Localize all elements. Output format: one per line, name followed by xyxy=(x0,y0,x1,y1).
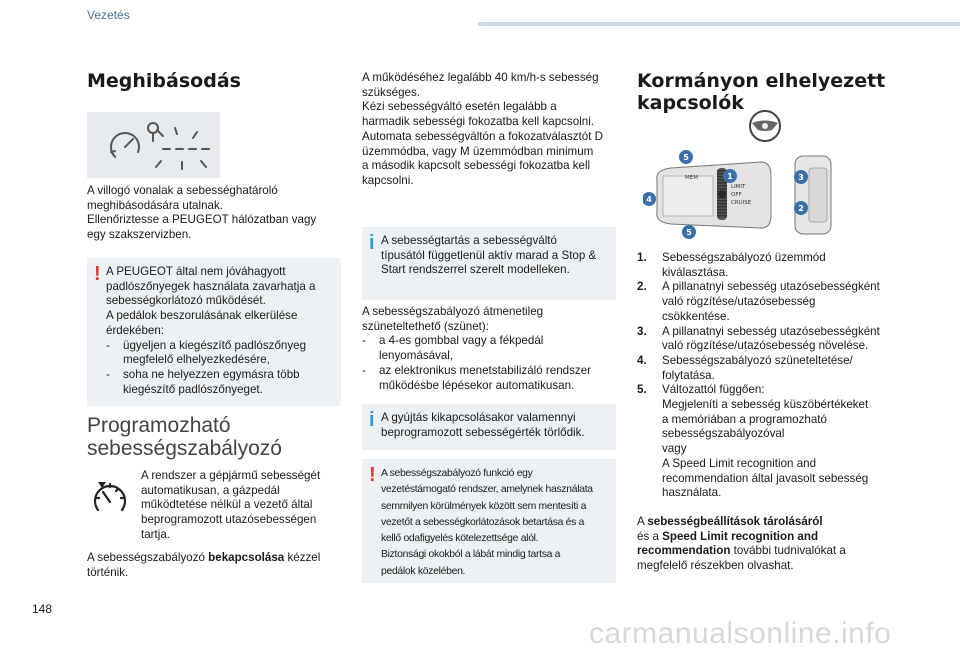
warning-icon: ! xyxy=(369,464,376,486)
speed-limiter-fault-icon xyxy=(87,112,220,178)
svg-text:1: 1 xyxy=(727,172,733,181)
fault-line: meghibásodására utalnak. xyxy=(87,198,223,212)
cruise-title xyxy=(87,414,341,460)
column-1 xyxy=(87,70,341,92)
fault-line: egy szakszervizben. xyxy=(87,228,192,242)
fault-line: A villogó vonalak a sebességhatároló xyxy=(87,184,278,197)
svg-text:CRUISE: CRUISE xyxy=(731,200,752,206)
list-item: 3. A pillanatnyi sebesség utazósebességként való rögzítése/utazósebesség növelése. xyxy=(637,324,880,353)
stalk-footer: A sebességbeállítások tárolásáról és a Speed Limit recognition and recommendation további tudnivalókat a megfelelő részekben olvashat. xyxy=(637,515,846,573)
svg-text:2: 2 xyxy=(798,204,804,213)
cruise-line: A rendszer a gépjármű sebességét xyxy=(141,469,321,482)
list-item: 2. A pillanatnyi sebesség utazósebességként való rögzítése/utazósebesség csökkentése. xyxy=(637,280,880,323)
svg-text:MEM: MEM xyxy=(685,175,698,181)
svg-text:5: 5 xyxy=(683,153,689,162)
list-item: 1. Sebességszabályozó üzemmód kiválasztása. xyxy=(637,251,826,279)
info-box-stop-start: i A sebességtartás a sebességváltó típusától függetlenül aktív marad a Stop & Start rendszerrel szerelt modelleken. xyxy=(362,227,616,300)
info-icon: i xyxy=(369,232,375,254)
watermark: carmanualsonline.info xyxy=(589,617,892,650)
header-bar xyxy=(478,22,960,26)
warning-box-mats xyxy=(87,258,341,406)
stalk-list xyxy=(637,251,891,501)
svg-text:OFF: OFF xyxy=(731,192,742,198)
warning-line: érdekében: xyxy=(106,323,165,337)
warning-line: A PEUGEOT által nem jóváhagyott xyxy=(106,265,286,278)
warning-box-driver: ! A sebességszabályozó funkció egy vezetéstámogató rendszer, amelynek használata semmilyen körülmények között sem mentesíti a vezetőt a sebességkorlátozások betartása és a kellő odafigyelés kötelezettsége alól. Biztonsági okokból a lábát mindig tartsa a pedálok közelében. xyxy=(362,459,616,583)
activation-text: A sebességszabályozó bekapcsolása kézzel történik. xyxy=(87,551,321,579)
fault-line: Ellenőriztesse a PEUGEOT hálózatban vagy xyxy=(87,213,317,227)
intro-text: A működéséhez legalább 40 km/h-s sebesség szükséges. Kézi sebességváltó esetén legalább a harmadik sebességi fokozatba kell kapcsolni. Automata sebességváltón a fokozatválasztót D üzemmódba, vagy M üzemmódban minimum a második kapcsolt sebességi fokozatba kell kapcsolni. xyxy=(362,71,604,187)
svg-text:LIMIT: LIMIT xyxy=(731,184,746,190)
cruise-title-line2: sebességszabályozó xyxy=(87,437,282,460)
list-item: 5. Változattól függően: Megjeleníti a sebesség küszöbértékeket a memóriában a programozható sebességszabályozóval vagy A Speed Limit recognition and recommendation által javasolt sebesség használata. xyxy=(637,383,869,500)
warning-line: padlószőnyegek használata zavarhatja a xyxy=(106,279,316,293)
cruise-line: tartja. xyxy=(141,527,170,541)
list-item: - ügyeljen a kiegészítő padlószőnyeg megfelelő elhelyezkedésére, xyxy=(106,338,307,367)
warning-text xyxy=(106,265,333,397)
list-item: 4. Sebességszabályozó szüneteltetése/ folytatása. xyxy=(637,353,853,382)
cruise-line: működtetése nélkül a vezető által xyxy=(141,498,313,512)
cruise-line: automatikusan, a gázpedál xyxy=(141,483,280,497)
cruise-title-line1: Programozható xyxy=(87,414,231,437)
svg-text:5: 5 xyxy=(686,228,692,237)
warning-line: sebességkorlátozó működését. xyxy=(106,294,266,308)
fault-title: Meghibásodás xyxy=(87,70,241,92)
info-box-ignition: i A gyújtás kikapcsolásakor valamennyi beprogramozott sebességérték törlődik. xyxy=(362,404,616,450)
steering-wheel-icon xyxy=(747,108,783,144)
cruise-text xyxy=(141,469,341,543)
stalk-diagram xyxy=(643,146,833,242)
page-number: 148 xyxy=(32,602,53,616)
pause-text: A sebességszabályozó átmenetileg szüneteltethető (szünet): - a 4-es gombbal vagy a fékpedál lenyomásával, - az elektronikus menetstabilizáló rendszer működésbe lépésekor automatikusan. xyxy=(362,305,616,393)
info-icon: i xyxy=(369,409,375,431)
svg-text:4: 4 xyxy=(646,195,652,204)
warning-icon: ! xyxy=(94,263,101,285)
list-item: - az elektronikus menetstabilizáló rendszer működésbe lépésekor automatikusan. xyxy=(362,363,592,392)
cruise-control-icon xyxy=(90,478,130,518)
stalk-title-line2: kapcsolók xyxy=(637,92,744,114)
fault-text xyxy=(87,184,341,243)
cruise-line: beprogramozott utazósebességen xyxy=(141,513,317,527)
warning-line: A pedálok beszorulásának elkerülése xyxy=(106,309,298,323)
section-header: Vezetés xyxy=(87,8,130,22)
list-item: - soha ne helyezzen egymásra több kiegészítő padlószőnyeget. xyxy=(106,367,300,396)
list-item: - a 4-es gombbal vagy a fékpedál lenyomásával, xyxy=(362,334,544,363)
svg-text:3: 3 xyxy=(798,173,804,182)
stalk-title-line1: Kormányon elhelyezett xyxy=(637,70,886,92)
